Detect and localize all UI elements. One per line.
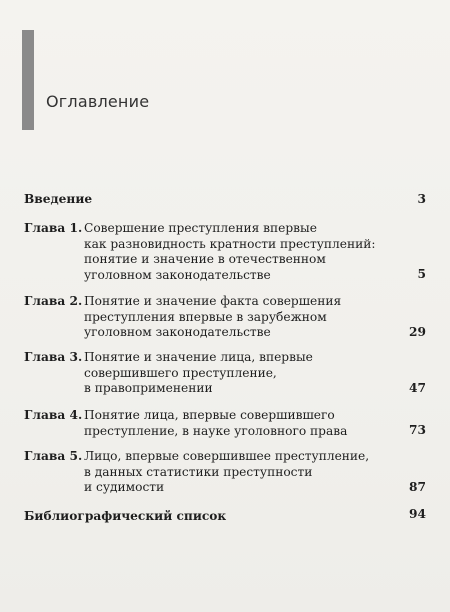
toc-page-number: 73	[409, 423, 426, 437]
toc-title-line: как разновидность кратности преступлений:	[84, 236, 376, 251]
toc-title-line: уголовном законодательстве	[84, 325, 271, 339]
toc-entry-title: Библиографический список	[24, 509, 227, 523]
toc-chapter-title	[84, 408, 347, 439]
toc-title-line: и судимости	[84, 480, 165, 494]
toc-title-line: Совершение преступления впервые	[84, 221, 317, 235]
toc-chapter-title	[84, 221, 375, 283]
toc-chapter-title	[84, 350, 313, 397]
toc-chapter-label: Глава 1.	[24, 221, 83, 235]
toc-page-number: 29	[409, 325, 426, 339]
toc-title-line: совершившего преступление,	[84, 365, 277, 380]
toc-title-line: преступление, в науке уголовного права	[84, 423, 348, 438]
toc-chapter-title	[84, 449, 369, 496]
page-title: Оглавление	[46, 92, 150, 111]
toc-title-line: Лицо, впервые совершившее преступление,	[84, 449, 370, 463]
toc-page-number: 87	[409, 480, 426, 494]
toc-title-line: в правоприменении	[84, 381, 213, 395]
toc-entry-intro	[24, 192, 426, 208]
toc-title-line: преступления впервые в зарубежном	[84, 309, 327, 324]
toc-chapter-label: Глава 4.	[24, 408, 83, 422]
toc-page-number: 5	[417, 267, 426, 281]
toc-entry-chapter-5	[24, 449, 426, 497]
toc-title-line: Понятие и значение лица, впервые	[84, 350, 313, 364]
toc-title-line: в данных статистики преступности	[84, 464, 313, 479]
toc-page-number: 3	[417, 192, 426, 206]
decorative-side-bar	[22, 30, 34, 130]
toc-chapter-title	[84, 294, 341, 341]
toc-page-number: 47	[409, 381, 426, 395]
toc-title-line: понятие и значение в отечественном	[84, 252, 326, 266]
toc-entry-title: Введение	[24, 192, 93, 206]
toc-entry-chapter-2	[24, 294, 426, 342]
toc-entry-chapter-3	[24, 350, 426, 398]
toc-chapter-label: Глава 3.	[24, 350, 83, 364]
toc-title-line: уголовном законодательстве	[84, 267, 271, 282]
toc-entry-bibliography	[24, 509, 426, 525]
toc-entry-chapter-4	[24, 408, 426, 440]
toc-chapter-label: Глава 5.	[24, 449, 83, 463]
toc-page-number: 94	[409, 507, 426, 521]
toc-chapter-label: Глава 2.	[24, 294, 83, 308]
toc-title-line: Понятие лица, впервые совершившего	[84, 408, 335, 422]
toc-entry-chapter-1	[24, 221, 426, 285]
toc-title-line: Понятие и значение факта совершения	[84, 294, 342, 308]
